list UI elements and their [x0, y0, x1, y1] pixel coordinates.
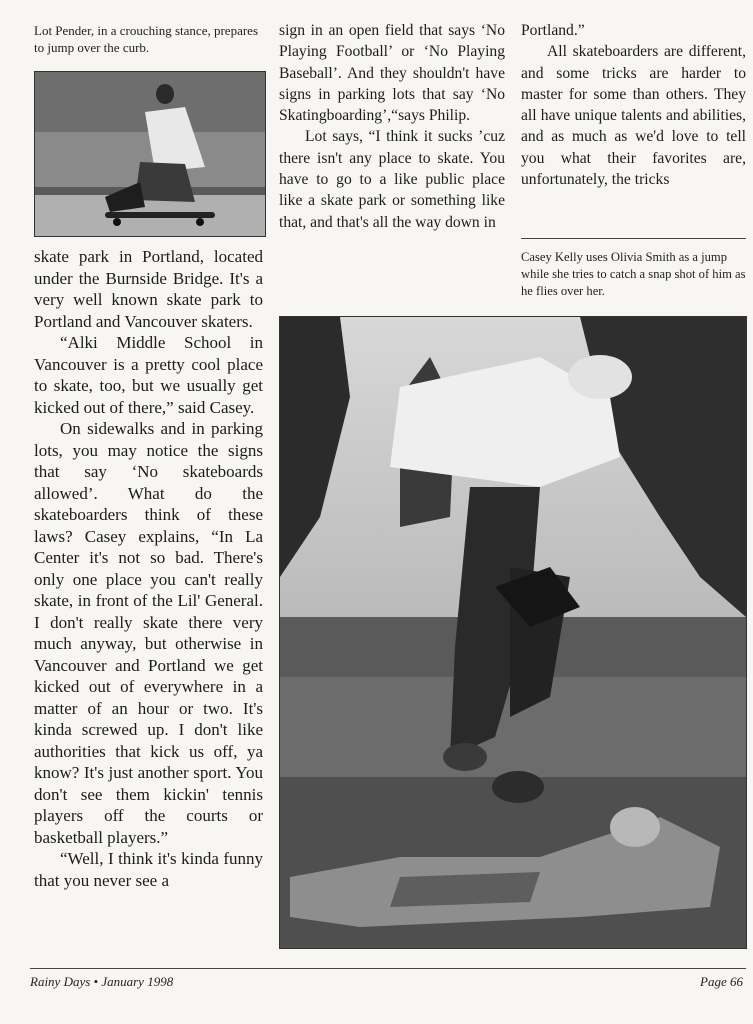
caption-rule	[521, 238, 746, 239]
paragraph: Portland.”	[521, 22, 585, 39]
footer-publication: Rainy Days • January 1998	[30, 974, 174, 989]
footer-page-number: Page 66	[700, 974, 743, 989]
paragraph: “Well, I think it's kinda funny that you never see a	[34, 849, 263, 890]
left-photo	[34, 71, 266, 237]
footer-rule	[30, 968, 746, 969]
left-photo-caption: Lot Pender, in a crouching stance, prepares to jump over the curb.	[34, 23, 259, 55]
column-2-text	[279, 20, 505, 233]
column-1-text	[34, 246, 263, 891]
main-photo	[279, 316, 747, 949]
paragraph: skate park in Portland, located under the Burnside Bridge. It's a very well known skate park to Portland and Vancouver skaters.	[34, 247, 263, 331]
column-3-text	[521, 20, 746, 190]
paragraph: “Alki Middle School in Vancouver is a pretty cool place to skate, too, but we usually get kicked out of there,” said Casey.	[34, 333, 263, 417]
right-photo-caption: Casey Kelly uses Olivia Smith as a jump while she tries to catch a snap shot of him as he flies over her.	[521, 250, 746, 298]
paragraph: All skateboarders are different, and some tricks are harder to master for some than others. They all have unique talents and abilities, and as much as we'd love to tell you what their favorites are, unfortunately, the tricks	[521, 43, 746, 189]
paragraph: Lot says, “I think it sucks ’cuz there isn't any place to skate. You have to go to a like public place like a skate park or something like that, and that's all the way down in	[279, 128, 505, 231]
paragraph: On sidewalks and in parking lots, you may notice the signs that say ‘No skateboards allowed’. What do the skateboarders think of these laws? Casey explains, “In La Center it's not so bad. There's only one place you can't really skate, in front of the Lil' General. I don't really skate there very much anyway, but otherwise in Vancouver and Portland we get kicked out of everywhere in a matter of an hour or two. It's kinda screwed up. I don't like authorities that kick us off, ya know? It's just another sport. You don't see them kickin' tennis players off the courts or basketball players.”	[34, 419, 263, 847]
paragraph: sign in an open field that says ‘No Playing Football’ or ‘No Playing Baseball’. And they shouldn't have signs in parking lots that say ‘No Skatingboarding’,“says Philip.	[279, 22, 505, 125]
